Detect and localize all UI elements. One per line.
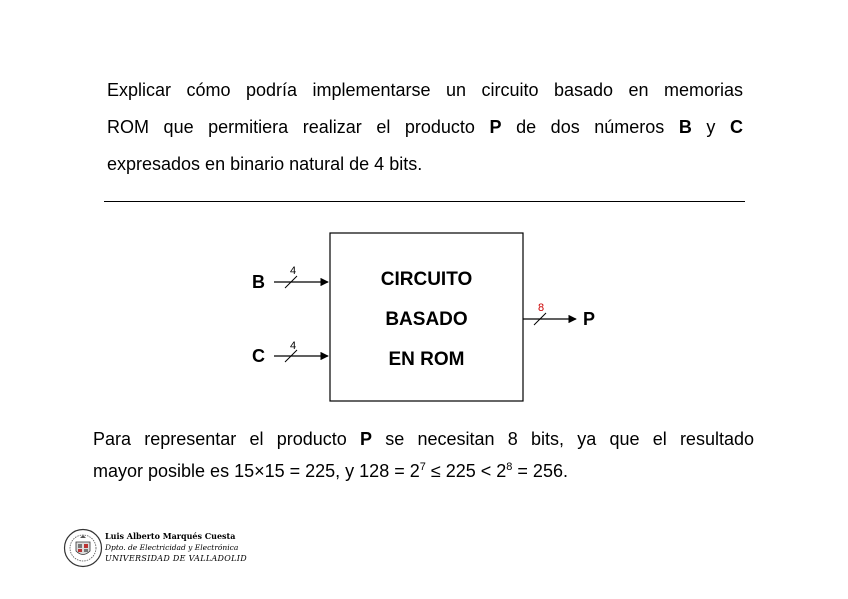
answer-line-2: mayor posible es 15×15 = 225, y $128 = 2^7 \le 225 < 2^8 = 256$. (93, 461, 568, 481)
answer-text (93, 423, 754, 487)
input-c-width: 4 (290, 340, 297, 352)
statement-line-2: ROM que permitiera realizar el producto P de dos números B y C (107, 117, 743, 137)
footer-university: UNIVERSIDAD DE VALLADOLID (105, 554, 247, 563)
answer-line-1: Para representar el producto P se necesitan 8 bits, ya que el resultado (93, 429, 754, 449)
footer-credits (105, 531, 247, 564)
statement-line-1: Explicar cómo podría implementarse un circuito basado en memorias (107, 80, 743, 100)
rom-block-label-1: CIRCUITO (380, 269, 473, 290)
footer-department: Dpto. de Electricidad y Electrónica (105, 543, 239, 552)
rom-block-label-2: BASADO (385, 309, 468, 330)
input-b-label: B (252, 272, 265, 292)
footer-author: Luis Alberto Marqués Cuesta (105, 531, 236, 541)
university-seal-icon (63, 528, 103, 568)
statement-line-3: expresados en binario natural de 4 bits. (107, 154, 423, 174)
output-p-width: 8 (538, 302, 545, 314)
product-symbol: P (489, 117, 502, 137)
operand-c-symbol: C (730, 117, 743, 137)
input-b-width: 4 (290, 265, 297, 277)
rom-block-label-3: EN ROM (388, 349, 465, 370)
input-c-label: C (252, 346, 265, 366)
output-p-label: P (583, 309, 596, 329)
answer-product-symbol: P (360, 429, 373, 449)
operand-b-symbol: B (678, 117, 692, 137)
